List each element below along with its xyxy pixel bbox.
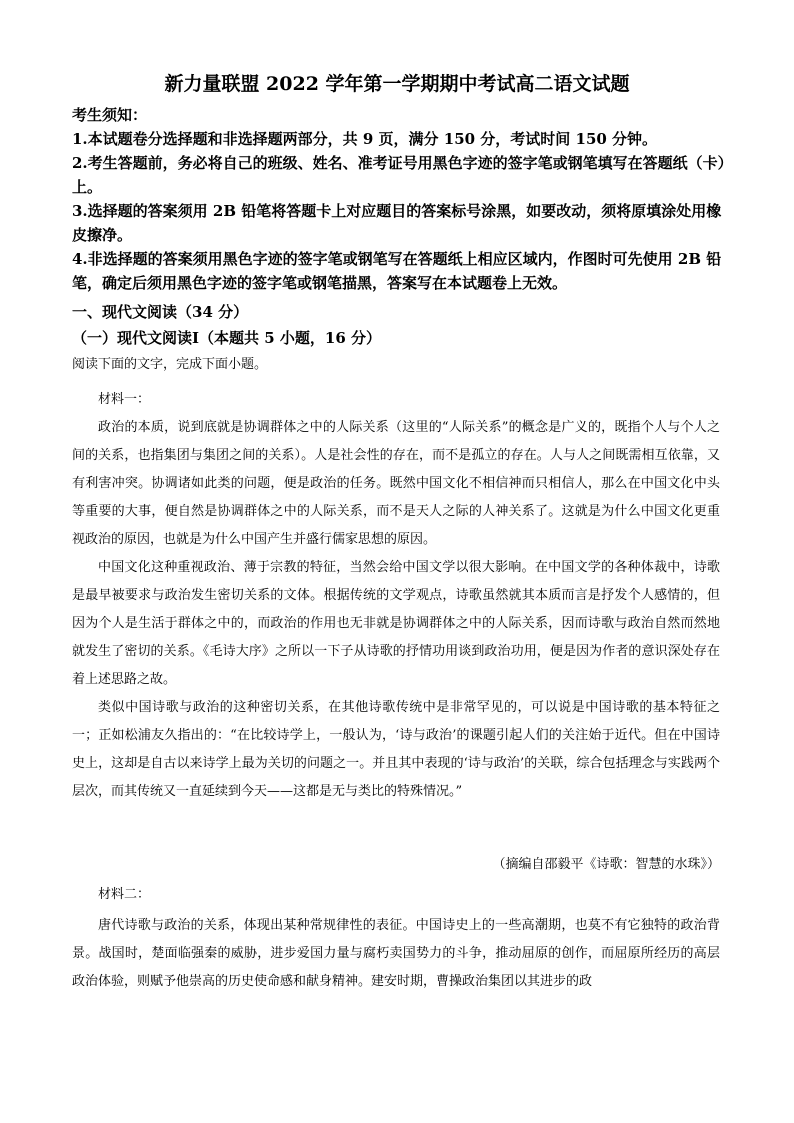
- source-citation: （摘编自邵毅平《诗歌：智慧的水珠》）: [492, 857, 720, 872]
- reading-instruction: 阅读下面的文字，完成下面小题。: [72, 357, 268, 372]
- material-body: [72, 912, 720, 996]
- paragraph: 唐代诗歌与政治的关系，体现出某种常规律性的表征。中国诗史上的一些高潮期，也莫不有它独特的政治背景。战国时，楚面临强秦的威胁，进步爱国力量与腐朽卖国势力的斗争，推动屈原的创作，而屈原所经历的高层政治体验，则赋予他崇高的历史使命感和献身精神。建安时期，曹操政治集团以其进步的政: [72, 918, 720, 989]
- paragraph: 政治的本质，说到底就是协调群体之中的人际关系（这里的“人际关系”的概念是广义的，既指个人与个人之间的关系，也指集团与集团之间的关系）。人是社会性的存在，而不是孤立的存在。人与人之间既需相互依靠，又有利害冲突。协调诸如此类的问题，便是政治的任务。既然中国文化不相信神而只相信人，那么在中国文化中头等重要的大事，便自然是协调群体之中的人际关系，而不是天人之际的人神关系了。这就是为什么中国文化更重视政治的原因，也就是为什么中国产生并盛行儒家思想的原因。: [72, 420, 720, 547]
- notice-item: 2.考生答题前，务必将自己的班级、姓名、准考证号用黑色字迹的签字笔或钢笔填写在答题纸（卡）上。: [72, 154, 726, 196]
- paragraph: 类似中国诗歌与政治的这种密切关系，在其他诗歌传统中是非常罕见的，可以说是中国诗歌的基本特征之一；正如松浦友久指出的：“在比较诗学上，一般认为，‘诗与政治’的课题引起人们的关注始于近代。但在中国诗史上，这却是自古以来诗学上最为关切的问题之一。并且其中表现的‘诗与政治’的关联，综合包括理念与实践两个层次，而其传统又一直延续到今天——这都是无与类比的特殊情况。”: [72, 700, 720, 799]
- notice-item: 3.选择题的答案须用 2B 铅笔将答题卡上对应题目的答案标号涂黑，如要改动，须将原填涂处用橡皮擦净。: [72, 202, 722, 244]
- notice-item: 4.非选择题的答案须用黑色字迹的签字笔或钢笔写在答题纸上相应区域内，作图时可先使用 2B 铅笔，确定后须用黑色字迹的签字笔或钢笔描黑，答案写在本试题卷上无效。: [72, 250, 722, 292]
- material-body: [72, 414, 720, 806]
- notice-heading: 考生须知：: [72, 106, 148, 124]
- subsection-heading: （一）现代文阅读Ⅰ（本题共 5 小题，16 分）: [72, 329, 381, 347]
- page-title: 新力量联盟 2022 学年第一学期期中考试高二语文试题: [164, 73, 630, 95]
- exam-notice: [72, 103, 732, 295]
- notice-item: 1.本试题卷分选择题和非选择题两部分，共 9 页，满分 150 分，考试时间 150 分钟。: [72, 130, 658, 148]
- section-heading: 一、现代文阅读（34 分）: [72, 303, 249, 321]
- material-label: 材料二：: [98, 887, 151, 902]
- material-label: 材料一：: [98, 392, 151, 407]
- paragraph: 中国文化这种重视政治、薄于宗教的特征，当然会给中国文学以很大影响。在中国文学的各种体裁中，诗歌是最早被要求与政治发生密切关系的文体。根据传统的文学观点，诗歌虽然就其本质而言是抒发个人感情的，但因为个人是生活于群体之中的，而政治的作用也无非就是协调群体之中的人际关系，因而诗歌与政治自然而然地就发生了密切的关系。《毛诗大序》之所以一下子从诗歌的抒情功用谈到政治功用，便是因为作者的意识深处存在着上述思路之故。: [72, 560, 720, 687]
